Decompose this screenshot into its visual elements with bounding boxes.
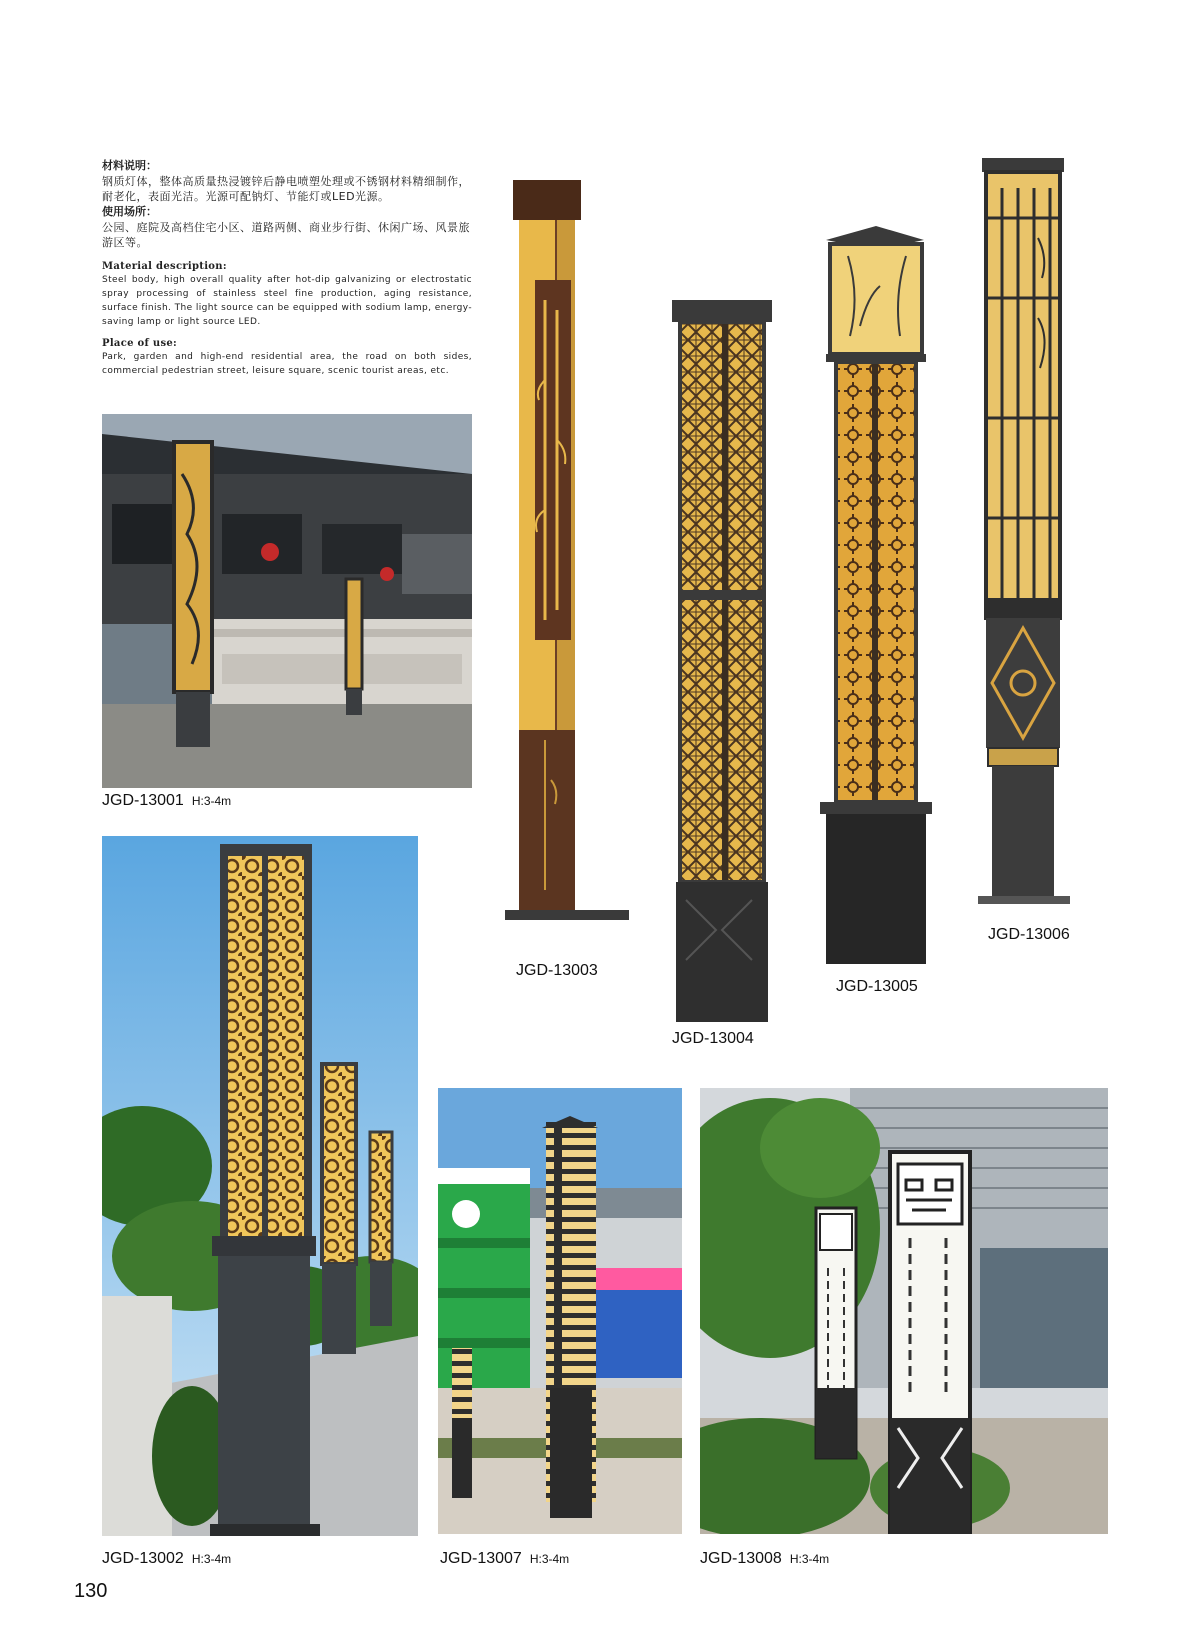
model-label: JGD-13002 xyxy=(102,1550,184,1567)
caption-jgd-13002 xyxy=(102,1550,231,1568)
height-label: H:3-4m xyxy=(789,1552,830,1566)
model-label: JGD-13006 xyxy=(988,926,1070,943)
usage-title-en: Place of use: xyxy=(102,338,178,349)
page-number: 130 xyxy=(74,1580,108,1602)
lamp-jgd-13003 xyxy=(505,180,635,960)
caption-jgd-13005 xyxy=(836,978,918,996)
height-label: H:3-4m xyxy=(191,794,232,808)
lamp-jgd-13004 xyxy=(672,300,782,1030)
material-title-en: Material description: xyxy=(102,261,227,272)
lamp-jgd-13006 xyxy=(978,158,1082,904)
material-text-en: Steel body, high overall quality after hot-dip galvanizing or electrostatic spray processing of stainless steel fine production, aging resistance, surface finish. The light source can be equipped with sodium lamp, energy-saving lamp or light source LED. xyxy=(102,275,472,327)
caption-jgd-13006 xyxy=(988,926,1070,944)
photo-jgd-13008 xyxy=(700,1088,1108,1534)
model-label: JGD-13008 xyxy=(700,1550,782,1567)
caption-jgd-13008 xyxy=(700,1550,829,1568)
height-label: H:3-4m xyxy=(529,1552,570,1566)
material-text-zh: 钢质灯体，整体高质量热浸镀锌后静电喷塑处理或不锈钢材料精细制作，耐老化，表面光洁。光源可配钠灯、节能灯或LED光源。 xyxy=(102,175,470,203)
photo-jgd-13002 xyxy=(102,836,418,1536)
model-label: JGD-13004 xyxy=(672,1030,754,1047)
height-label: H:3-4m xyxy=(191,1552,232,1566)
usage-title-zh: 使用场所： xyxy=(102,205,157,218)
caption-jgd-13004 xyxy=(672,1030,754,1048)
model-label: JGD-13005 xyxy=(836,978,918,995)
photo-jgd-13001 xyxy=(102,414,472,788)
model-label: JGD-13003 xyxy=(516,962,598,979)
photo-jgd-13007 xyxy=(438,1088,682,1534)
model-label: JGD-13007 xyxy=(440,1550,522,1567)
usage-text-zh: 公园、庭院及高档住宅小区、道路两侧、商业步行街、休闲广场、风景旅游区等。 xyxy=(102,221,470,249)
caption-jgd-13003 xyxy=(516,962,598,980)
model-label: JGD-13001 xyxy=(102,792,184,809)
caption-jgd-13001 xyxy=(102,792,231,810)
usage-text-en: Park, garden and high-end residential area, the road on both sides, commercial pedestrian street, leisure square, scenic tourist areas, etc. xyxy=(102,352,472,376)
lamp-jgd-13005 xyxy=(820,226,932,966)
caption-jgd-13007 xyxy=(440,1550,569,1568)
product-description xyxy=(102,158,472,378)
material-title-zh: 材料说明： xyxy=(102,159,157,172)
